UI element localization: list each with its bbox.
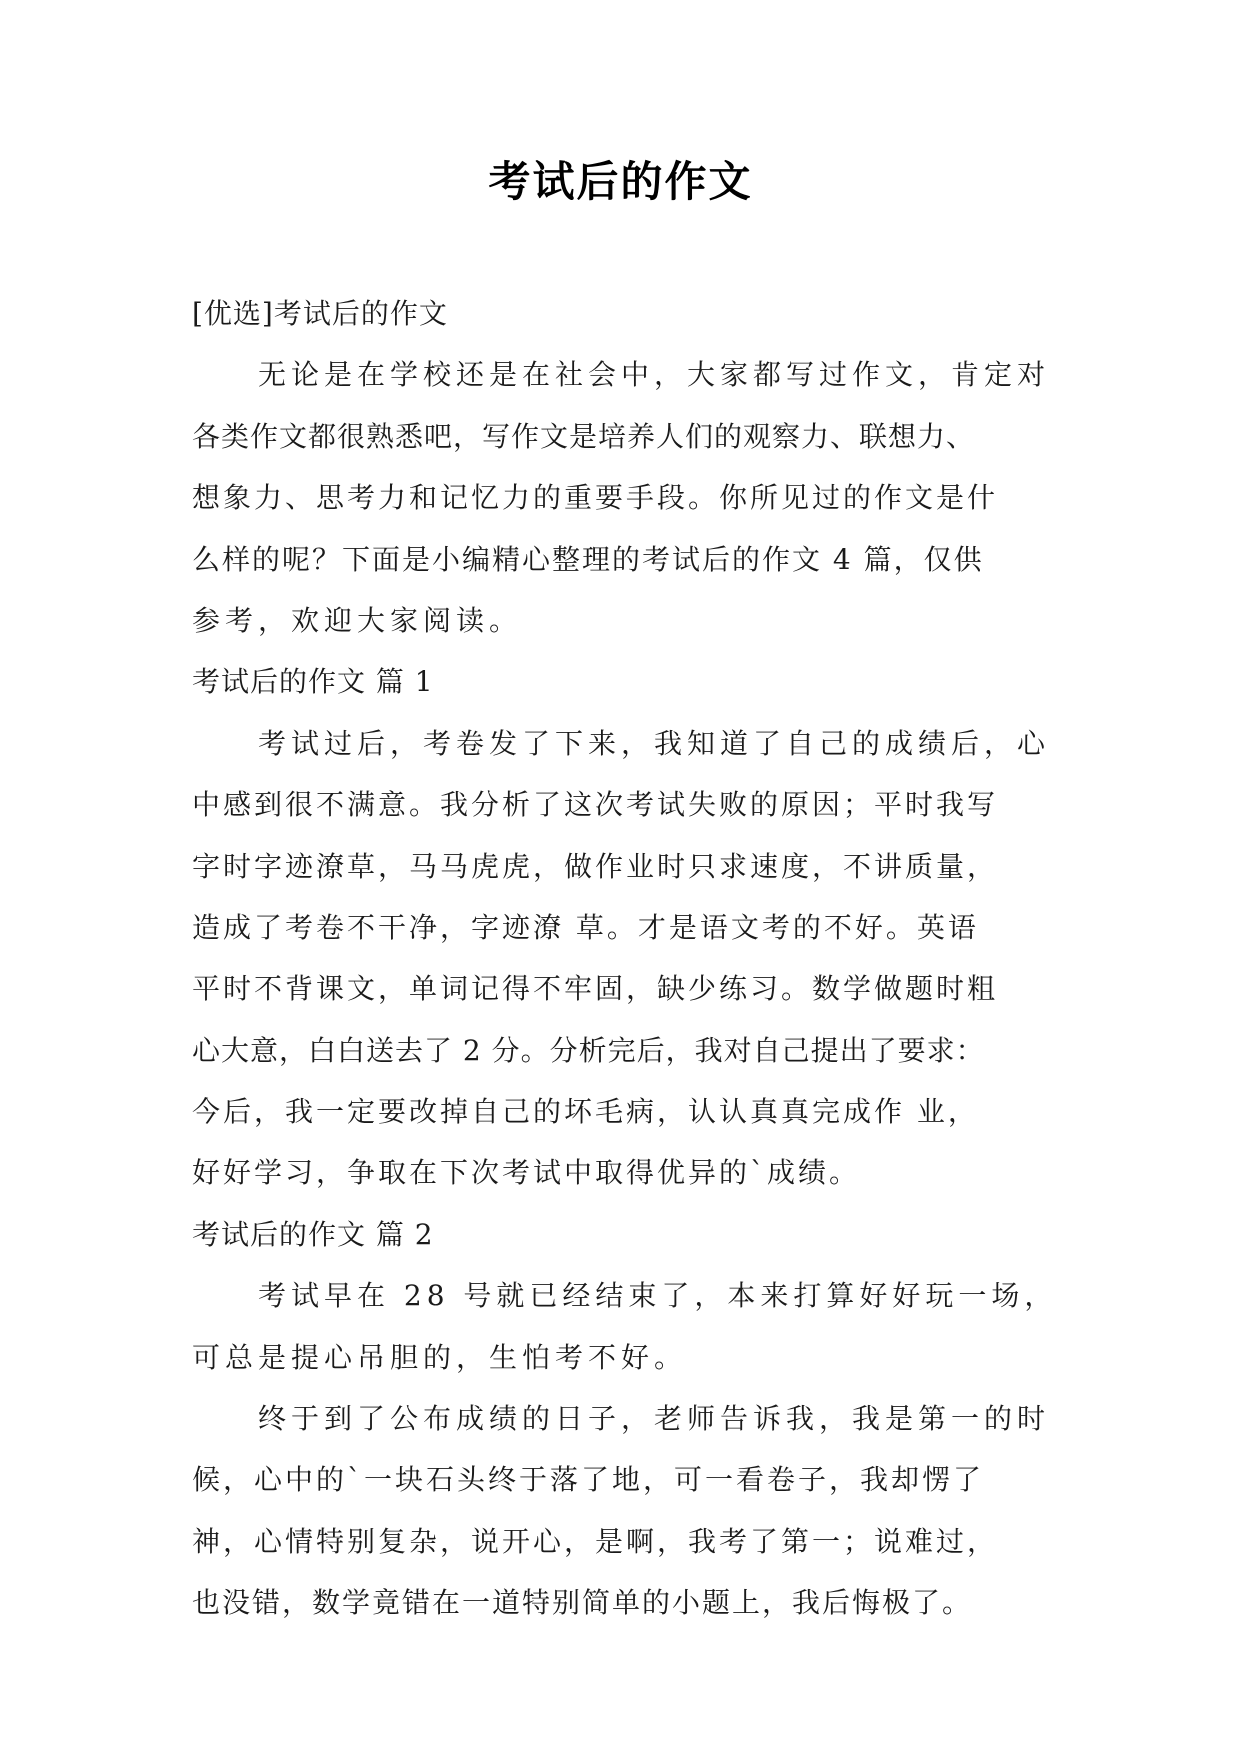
paragraph-line: 终于到了公布成绩的日子，老师告诉我，我是第一的时 [258,1402,1051,1436]
paragraph-line: 中感到很不满意。我分析了这次考试失败的原因；平时我写 [192,788,999,822]
paragraph-line: 参考，欢迎大家阅读。 [192,603,523,637]
paragraph-line: 各类作文都很熟悉吧，写作文是培养人们的观察力、联想力、 [192,419,976,453]
paragraph-line: 今后，我一定要改掉自己的坏毛病，认认真真完成作 业， [192,1095,979,1129]
paragraph-line: 神，心情特别复杂，说开心，是啊，我考了第一；说难过， [192,1524,999,1558]
section-1-paragraph [192,713,1054,1204]
paragraph-line: 可总是提心吊胆的，生怕考不好。 [192,1340,688,1374]
paragraph-line: 想象力、思考力和记忆力的重要手段。你所见过的作文是什 [192,481,999,515]
paragraph-line: 平时不背课文，单词记得不牢固，缺少练习。数学做题时粗 [192,972,999,1006]
intro-paragraph [192,344,1054,651]
section-2-paragraph-1 [192,1265,1058,1388]
paragraph-line: 心大意，白白送去了 2 分。分析完后，我对自己提出了要求： [192,1033,985,1067]
paragraph-line: 无论是在学校还是在社会中，大家都写过作文，肯定对 [258,358,1051,392]
section-2-paragraph-2 [192,1388,1054,1634]
section-heading: 考试后的作文 篇 1 [192,665,434,699]
section-heading: 考试后的作文 篇 2 [192,1217,434,1251]
paragraph-line: 么样的呢？下面是小编精心整理的考试后的作文 4 篇，仅供 [192,542,984,576]
paragraph-line: 候，心中的`一块石头终于落了地，可一看卷子，我却愣了 [192,1463,985,1497]
document-subtitle: [优选]考试后的作文 [192,297,448,330]
paragraph-line: 造成了考卷不干净，字迹潦 草。才是语文考的不好。英语 [192,910,979,944]
document-title: 考试后的作文 [488,157,753,206]
paragraph-line: 好好学习，争取在下次考试中取得优异的`成绩。 [192,1156,861,1190]
document-body [192,283,1058,1634]
paragraph-line: 考试早在 28 号就已经结束了，本来打算好好玩一场， [258,1279,1058,1313]
paragraph-line: 字时字迹潦草，马马虎虎，做作业时只求速度，不讲质量， [192,849,999,883]
paragraph-line: 考试过后，考卷发了下来，我知道了自己的成绩后，心 [258,726,1051,760]
paragraph-line: 也没错，数学竟错在一道特别简单的小题上，我后悔极了。 [192,1586,973,1620]
